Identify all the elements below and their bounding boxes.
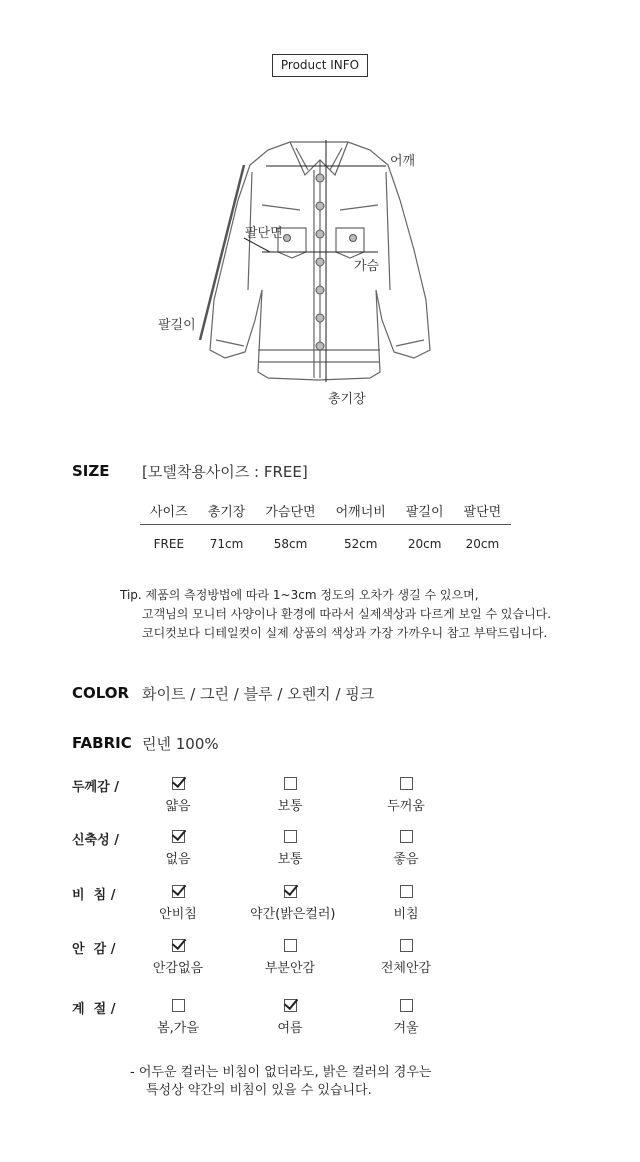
checkbox-icon: [400, 939, 413, 952]
attribute-option: [250, 830, 330, 867]
size-label: SIZE: [72, 462, 110, 480]
attribute-option: [366, 885, 446, 922]
checked-checkbox-icon: [172, 939, 185, 952]
attribute-option: [138, 885, 218, 922]
color-value: 화이트 / 그린 / 블루 / 오렌지 / 핑크: [142, 685, 375, 703]
color-label: COLOR: [72, 684, 130, 702]
attribute-option-label: 보통: [277, 799, 303, 814]
attribute-label: 두께감 /: [72, 780, 119, 795]
size-cell: 58cm: [273, 537, 308, 551]
sheerness-note: [130, 1064, 431, 1100]
table-row: [140, 525, 511, 564]
attribute-option-label: 봄,가을: [157, 1021, 199, 1036]
attribute-option-label: 좋음: [393, 852, 419, 867]
tip-line: Tip. 제품의 측정방법에 따라 1~3cm 정도의 오차가 생길 수 있으며,: [120, 588, 479, 602]
size-cell: 20cm: [407, 537, 442, 551]
diagram-label-cuff: 팔단면: [245, 226, 283, 241]
attribute-label: 계 절 /: [72, 1002, 116, 1017]
checkbox-icon: [284, 939, 297, 952]
sleeve-measure-line: [200, 165, 244, 340]
checkbox-icon: [172, 999, 185, 1012]
attribute-option: [138, 830, 218, 867]
right-pocket: [336, 228, 364, 258]
size-col-header: 가슴단면: [255, 496, 325, 525]
attribute-option: [250, 885, 336, 922]
checkbox-icon: [284, 830, 297, 843]
note-line: - 어두운 컬러는 비침이 없더라도, 밝은 컬러의 경우는: [130, 1065, 432, 1080]
attribute-option-label: 보통: [277, 852, 303, 867]
jacket-collar: [290, 142, 348, 175]
fabric-label: FABRIC: [72, 734, 132, 752]
attribute-option-label: 부분안감: [264, 961, 316, 976]
checked-checkbox-icon: [284, 999, 297, 1012]
checkbox-icon: [400, 777, 413, 790]
attribute-option: [366, 777, 446, 814]
checkbox-icon: [400, 830, 413, 843]
size-cell: 52cm: [343, 537, 378, 551]
checked-checkbox-icon: [172, 830, 185, 843]
checked-checkbox-icon: [284, 885, 297, 898]
size-col-header: 총기장: [198, 496, 256, 525]
size-cell: FREE: [153, 537, 185, 551]
attribute-option-label: 안감없음: [152, 961, 204, 976]
attribute-option: [250, 999, 330, 1036]
size-table-header: [140, 496, 511, 525]
attribute-option: [366, 830, 446, 867]
attribute-option-label: 안비침: [159, 907, 197, 922]
size-col-header: 팔길이: [396, 496, 454, 525]
attribute-option-label: 비침: [393, 907, 419, 922]
checkbox-icon: [284, 777, 297, 790]
attribute-option: [250, 939, 330, 976]
attribute-option: [138, 777, 218, 814]
product-info-badge: Product INFO: [272, 54, 368, 77]
checked-checkbox-icon: [172, 777, 185, 790]
attribute-option-label: 여름: [277, 1021, 303, 1036]
attribute-option: [366, 999, 446, 1036]
size-col-header: 팔단면: [454, 496, 512, 525]
checked-checkbox-icon: [172, 885, 185, 898]
attribute-label: 신축성 /: [72, 833, 119, 848]
tip-line: 고객님의 모니터 사양이나 환경에 따라서 실제색상과 다르게 보일 수 있습니다.: [142, 607, 552, 621]
size-cell: 20cm: [465, 537, 500, 551]
attribute-option-label: 얇음: [165, 799, 191, 814]
checkbox-icon: [400, 885, 413, 898]
size-col-header: 사이즈: [140, 496, 198, 525]
size-col-header: 어깨너비: [326, 496, 396, 525]
attribute-option-label: 약간(밝은컬러): [250, 907, 336, 922]
size-table: [140, 496, 511, 563]
attribute-label: 안 감 /: [72, 942, 116, 957]
attribute-option-label: 전체안감: [380, 961, 432, 976]
fabric-value: 린넨 100%: [142, 735, 219, 753]
checkbox-icon: [400, 999, 413, 1012]
diagram-label-sleeve: 팔길이: [158, 318, 196, 333]
attribute-option: [250, 777, 330, 814]
model-size-note: [모델착용사이즈 : FREE]: [142, 463, 308, 481]
attribute-option: [138, 999, 218, 1036]
attribute-option: [366, 939, 446, 976]
attribute-label: 비 침 /: [72, 888, 116, 903]
tip-line: 코디컷보다 디테일컷이 실제 상품의 색상과 가장 가까우니 참고 부탁드립니다.: [142, 626, 548, 640]
size-cell: 71cm: [209, 537, 244, 551]
attribute-option: [138, 939, 218, 976]
diagram-label-shoulder: 어깨: [390, 154, 416, 169]
attribute-option-label: 두꺼움: [387, 799, 425, 814]
measurement-tip: [120, 586, 551, 643]
diagram-label-length: 총기장: [328, 392, 366, 407]
note-line: 특성상 약간의 비침이 있을 수 있습니다.: [146, 1083, 372, 1098]
diagram-label-chest: 가슴: [354, 259, 380, 274]
attribute-option-label: 없음: [165, 852, 191, 867]
attribute-option-label: 겨울: [393, 1021, 419, 1036]
